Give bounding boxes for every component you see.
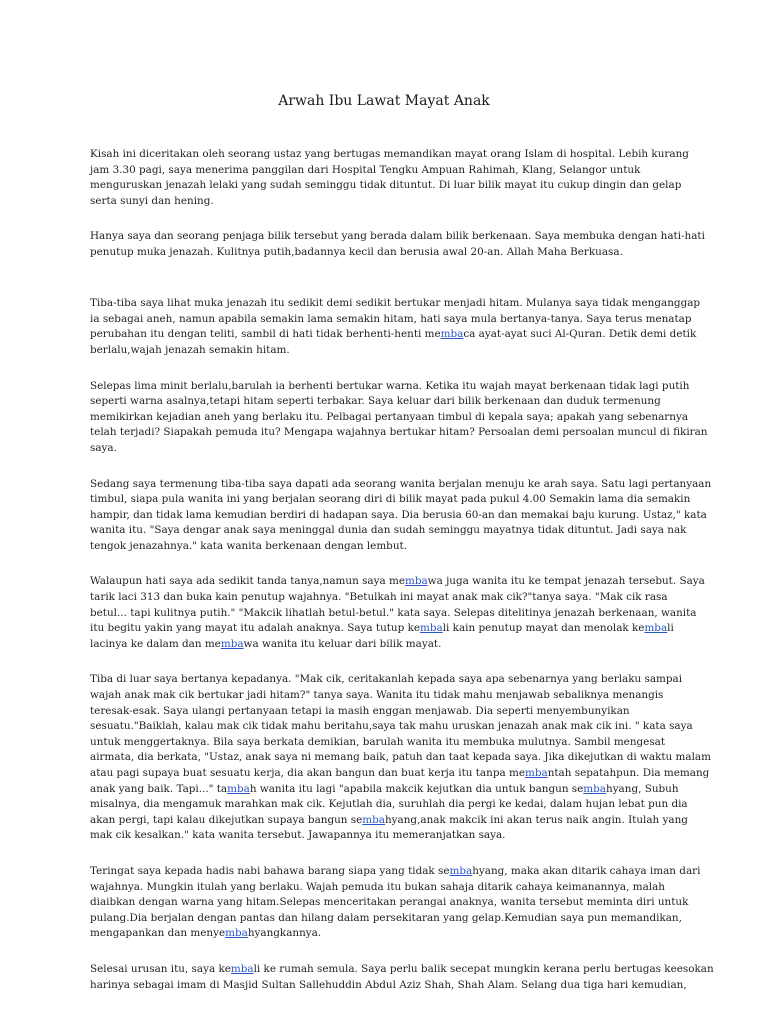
text-segment: hyang,anak makcik ini akan terus naik angin. Itulah yang — [384, 813, 688, 826]
text-segment: sesuatu."Baiklah, kalau mak cik tidak mahu beritahu,saya tak mahu uruskan jenazah anak mak cik ini. " kata saya — [90, 720, 693, 733]
text-line — [90, 962, 714, 978]
document-title: Arwah Ibu Lawat Mayat Anak — [278, 93, 490, 109]
text-segment: tarik laci 313 dan buka kain penutup wajahnya. "Betulkah ini mayat anak mak cik?"tanya saya. "Mak cik rasa — [90, 591, 668, 604]
blank-line — [90, 261, 685, 277]
inline-link[interactable]: mba — [449, 864, 473, 877]
text-line — [90, 926, 685, 942]
inline-link[interactable]: mba — [404, 575, 428, 588]
text-line — [90, 797, 688, 813]
text-segment: Kisah ini diceritakan oleh seorang ustaz yang bertugas memandikan mayat orang Islam di hospital. Lebih kurang — [90, 148, 689, 160]
paragraph — [90, 296, 701, 358]
text-segment: hyangkannya. — [247, 927, 322, 940]
text-line — [90, 327, 697, 343]
text-line — [90, 704, 685, 720]
text-line — [90, 735, 685, 751]
text-segment: perubahan itu dengan teliti, sambil di hati tidak berhenti-henti me — [90, 328, 441, 341]
inline-link[interactable]: mba — [440, 328, 464, 341]
text-line — [90, 539, 685, 555]
text-line — [90, 719, 693, 735]
text-line — [90, 508, 707, 524]
text-line — [90, 828, 685, 844]
document-body — [90, 147, 714, 1013]
text-segment: Tiba di luar saya bertanya kepadanya. "Mak cik, ceritakanlah kepada saya apa sebenarnya yang berlaku sampai — [90, 673, 683, 686]
inline-link[interactable]: mba — [524, 767, 548, 779]
text-line — [90, 379, 690, 395]
text-segment: li — [667, 622, 674, 635]
text-segment: pulang.Dia berjalan dengan pantas dan hilang dalam persekitaran yang gelap.Kemudian saya pun memandikan, — [90, 911, 682, 924]
text-line — [90, 312, 692, 328]
inline-link[interactable]: mba — [230, 962, 254, 975]
text-segment: Hanya saya dan seorang penjaga bilik tersebut yang berada dalam bilik berkenaan. Saya membuka dengan hati-hati — [90, 230, 705, 243]
text-segment: serta sunyi dan hening. — [90, 194, 214, 207]
paragraph — [90, 379, 708, 457]
text-segment: lacinya ke dalam dan me — [90, 637, 221, 650]
inline-link[interactable]: mba — [583, 782, 606, 795]
text-segment: tengok jenazahnya." kata wanita berkenaan dengan lembut. — [90, 539, 407, 552]
text-segment: ia sebagai aneh, namun apabila semakin lama semakin hitam, hati saya mula bertanya-tanya. Saya terus menatap — [90, 312, 692, 325]
text-segment: h wanita itu lagi "apabila makcik kejutkan dia untuk bangun se — [249, 782, 584, 795]
text-line — [90, 410, 689, 426]
text-segment: memikirkan kejadian aneh yang berlaku itu. Pelbagai pertanyaan timbul di kepala saya; apakah yang sebenarnya — [90, 410, 689, 423]
text-line — [90, 606, 697, 622]
inline-link[interactable]: mba — [420, 622, 443, 635]
text-segment: atau pagi supaya buat sesuatu kerja, dia akan bangun dan buat kerja itu tanpa me — [90, 767, 525, 779]
text-segment: hyang, maka akan ditarik cahaya iman dari — [472, 864, 701, 877]
text-line — [90, 245, 685, 261]
inline-link[interactable]: mba — [362, 813, 385, 826]
text-line — [90, 880, 685, 896]
text-segment: akan pergi, tapi kalau dikejutkan supaya bangun se — [90, 813, 363, 826]
text-segment: telah terjadi? Siapakah pemuda itu? Mengapa wajahnya bertukar hitam? Persoalan demi persoalan muncul di fikiran — [90, 426, 708, 439]
text-line — [90, 477, 712, 493]
text-segment: Tiba-tiba saya lihat muka jenazah itu sedikit demi sedikit bertukar menjadi hitam. Mulanya saya tidak menganggap — [90, 297, 701, 310]
text-line — [90, 750, 711, 766]
text-segment: airmata, dia berkata, "Ustaz, anak saya ni memang baik, patuh dan taat kepada saya. Jika dikejutkan di waktu malam — [90, 751, 711, 764]
text-segment: wa wanita itu keluar dari bilik mayat. — [243, 637, 442, 650]
text-segment: mak cik kesalkan." kata wanita tersebut. Jawapannya itu memeranjatkan saya. — [90, 829, 506, 842]
text-segment: Selepas lima minit berlalu,barulah ia berhenti bertukar warna. Ketika itu wajah mayat berkenaan tidak lagi putih — [90, 379, 690, 392]
text-line — [90, 621, 685, 637]
text-segment: wanita itu. "Saya dengar anak saya meninggal dunia dan sudah seminggu mayatnya tidak dituntut. Jadi saya nak — [90, 524, 687, 537]
text-line — [90, 492, 691, 508]
text-line — [90, 229, 705, 245]
text-line — [90, 296, 701, 312]
paragraph — [90, 962, 714, 993]
text-line — [90, 978, 685, 994]
text-line — [90, 523, 685, 539]
text-line — [90, 194, 685, 210]
text-line — [90, 147, 689, 163]
text-segment: jam 3.30 pagi, saya menerima panggilan dari Hospital Tengku Ampuan Rahimah, Klang, Selangor untuk — [90, 163, 641, 176]
text-segment: li kain penutup mayat dan menolak ke — [442, 622, 645, 635]
inline-link[interactable]: mba — [227, 782, 250, 795]
text-line — [90, 864, 701, 880]
text-segment: diaibkan dengan warna yang hitam.Selepas menceritakan perangai anaknya, wanita tersebut meminta diri untuk — [90, 896, 689, 909]
text-segment: teresak-esak. Saya ulangi pertanyaan tetapi ia masih enggan menjawab. Dia seperti menyembunyikan — [90, 704, 630, 717]
text-segment: penutup muka jenazah. Kulitnya putih,badannya kecil dan berusia awal 20-an. Allah Maha Berkuasa. — [90, 245, 623, 258]
paragraph — [90, 229, 705, 276]
text-segment: menguruskan jenazah lelaki yang sudah seminggu tidak dituntut. Di luar bilik mayat itu cukup dingin dan gelap — [90, 179, 682, 192]
inline-link[interactable]: mba — [225, 927, 248, 940]
text-segment: harinya sebagai imam di Masjid Sultan Sallehuddin Abdul Aziz Shah, Shah Alam. Selang dua tiga hari kemudian, — [90, 978, 687, 991]
text-line — [90, 911, 685, 927]
text-line — [90, 895, 689, 911]
text-segment: wa juga wanita itu ke tempat jenazah tersebut. Saya — [427, 575, 705, 588]
text-segment: ntah sepatahpun. Dia memang — [547, 767, 710, 779]
text-line — [90, 637, 685, 653]
paragraph — [90, 574, 705, 652]
text-line — [90, 574, 705, 590]
text-segment: misalnya, dia mengamuk marahkan mak cik. Kejutlah dia, suruhlah dia pergi ke kedai, dalam hujan lebat pun dia — [90, 798, 688, 811]
text-line — [90, 672, 685, 688]
text-segment: li ke rumah semula. Saya perlu balik secepat mungkin kerana perlu bertugas keesokan — [253, 962, 714, 975]
inline-link[interactable]: mba — [220, 637, 244, 650]
text-segment: berlalu,wajah jenazah semakin hitam. — [90, 343, 290, 356]
paragraph — [90, 672, 711, 844]
text-segment: Selesai urusan itu, saya ke — [90, 962, 231, 975]
text-line — [90, 394, 685, 410]
paragraph — [90, 864, 701, 942]
inline-link[interactable]: mba — [644, 622, 668, 635]
text-segment: saya. — [90, 441, 117, 454]
text-line — [90, 343, 685, 359]
text-line — [90, 782, 685, 798]
text-line — [90, 766, 710, 782]
text-line — [90, 590, 685, 606]
text-segment: Walaupun hati saya ada sedikit tanda tanya,namun saya me — [90, 575, 405, 588]
text-segment: hyang, Subuh — [606, 782, 679, 795]
paragraph — [90, 147, 689, 209]
text-line — [90, 813, 688, 829]
text-segment: wajahnya. Mungkin itulah yang berlaku. Wajah pemuda itu bukan sahaja ditarik cahaya keimanannya, malah — [90, 880, 665, 893]
text-segment: untuk menggertaknya. Bila saya berkata demikian, barulah wanita itu membuka mulutnya. Sambil mengesat — [90, 735, 666, 748]
text-segment: Sedang saya termenung tiba-tiba saya dapati ada seorang wanita berjalan menuju ke arah saya. Satu lagi pertanyaan — [90, 477, 712, 490]
text-segment: betul... tapi kulitnya putih." "Makcik lihatlah betul-betul." kata saya. Selepas ditelitinya jenazah berkenaan, wanita — [90, 606, 697, 619]
paragraph — [90, 477, 712, 555]
text-line — [90, 441, 685, 457]
text-segment: mengapankan dan menye — [90, 927, 226, 940]
text-segment: itu begitu yakin yang mayat itu adalah anaknya. Saya tutup ke — [90, 622, 421, 635]
text-segment: ca ayat-ayat suci Al-Quran. Detik demi detik — [463, 328, 697, 341]
text-segment: timbul, siapa pula wanita ini yang berjalan seorang diri di bilik mayat pada pukul 4.00 Semakin lama dia semakin — [90, 493, 691, 506]
text-line — [90, 163, 685, 179]
text-line — [90, 178, 685, 194]
text-segment: hampir, dan tidak lama kemudian berdiri di hadapan saya. Dia berusia 60-an dan memakai baju kurung. Ustaz," kata — [90, 508, 707, 521]
text-segment: Teringat saya kepada hadis nabi bahawa barang siapa yang tidak se — [90, 864, 450, 877]
text-segment: anak yang baik. Tapi..." ta — [90, 782, 228, 795]
text-line — [90, 425, 708, 441]
text-segment: wajah anak mak cik bertukar jadi hitam?" tanya saya. Wanita itu tidak mahu menjawab sebaliknya menangis — [90, 689, 664, 702]
text-line — [90, 688, 685, 704]
text-segment: seperti warna asalnya,tetapi hitam seperti terbakar. Saya keluar dari bilik berkenaan dan duduk termenung — [90, 395, 661, 408]
